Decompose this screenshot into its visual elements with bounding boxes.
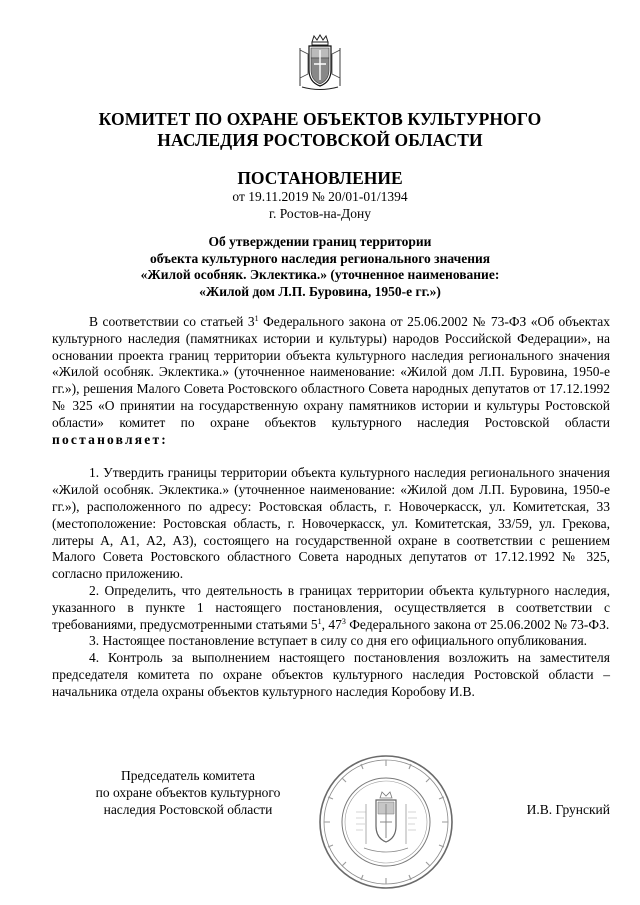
resolves-word: постановляет: — [52, 431, 168, 447]
item-2-superscript-1: 1 — [317, 616, 322, 626]
signatory-title-line-1: Председатель комитета — [121, 768, 255, 783]
committee-name — [60, 109, 580, 151]
preamble-superscript: 1 — [254, 314, 259, 323]
document-body — [52, 314, 610, 701]
item-2-text-1: 2. Определить, что деятельность в границах территории объекта культурного наследия, указанного в пункте 1 настоящего постановления, осуществляется в соответствии с требованиями, предусмотренными статьями 5 — [52, 582, 610, 632]
preamble-text-1: В соответствии со статьей 3 — [89, 314, 255, 329]
preamble-paragraph — [52, 314, 610, 448]
item-3-paragraph: 3. Настоящее постановление вступает в силу со дня его официального опубликования. — [89, 633, 588, 649]
committee-line-1: КОМИТЕТ ПО ОХРАНЕ ОБЪЕКТОВ КУЛЬТУРНОГО — [98, 109, 542, 129]
item-2-text-2: , 47 — [321, 616, 342, 632]
document-subject — [80, 234, 560, 300]
signatory-title-line-2: по охране объектов культурного — [95, 785, 281, 800]
committee-line-2: НАСЛЕДИЯ РОСТОВСКОЙ ОБЛАСТИ — [157, 130, 483, 150]
official-seal-icon — [316, 752, 456, 892]
item-1-paragraph: 1. Утвердить границы территории объекта культурного наследия регионального значения «Жилой особняк. Эклектика.» (уточненное наименование: «Жилой дом Л.П. Буровина, 1950-е гг.»), расположенного по адресу: Ростовская область, г. Новочеркасск, ул. Комитетская, 33 (местоположение: Ростовская область, г. Новочеркасск, ул. Комитетская, 33/59, ул. Грекова, литеры А, А1, А2, А3), состоящего на государственной охране в соответствии с решением Малого Совета Ростовского областного Совета народных депутатов от 17.12.1992 № 325, согласно приложению. — [52, 465, 610, 582]
document-date-number: от 19.11.2019 № 20/01-01/1394 — [232, 189, 408, 204]
coat-of-arms-icon — [296, 34, 344, 92]
subject-line-1: Об утверждении границ территории — [208, 234, 432, 249]
signatory-title — [78, 767, 298, 818]
item-2-text-3: Федерального закона от 25.06.2002 № 73-ФЗ. — [345, 616, 610, 632]
item-2-superscript-2: 3 — [341, 616, 346, 626]
document-type: ПОСТАНОВЛЕНИЕ — [237, 168, 403, 188]
subject-line-4: «Жилой дом Л.П. Буровина, 1950-е гг.») — [199, 283, 441, 299]
item-4-paragraph: 4. Контроль за выполнением настоящего постановления возложить на заместителя председателя комитета по охране объектов культурного наследия Ростовской области – начальника отдела охраны объектов культурного наследия Коробову И.В. — [52, 650, 610, 699]
signatory-title-line-3: наследия Ростовской области — [103, 802, 273, 817]
document-city: г. Ростов-на-Дону — [268, 206, 371, 221]
item-2-paragraph — [52, 583, 610, 633]
signatory-name: И.В. Грунский — [526, 802, 610, 817]
subject-line-2: объекта культурного наследия регионального значения — [149, 250, 491, 266]
document-meta — [60, 188, 580, 222]
preamble-text-2: Федерального закона от 25.06.2002 № 73-ФЗ «Об объектах культурного наследия (памятниках истории и культуры) народов Российской Федерации», на основании проекта границ территории объекта культурного наследия регионального значения «Жилой особняк. Эклектика.» (уточненное наименование: «Жилой дом Л.П. Буровина, 1950-е гг.»), решения Малого Совета Ростовского областного Совета народных депутатов от 17.12.1992 № 325 «О принятии на государственную охрану памятников истории и культуры Ростовской области» комитет по охране объектов культурного наследия Ростовской области — [52, 314, 610, 430]
subject-line-3: «Жилой особняк. Эклектика.» (уточненное наименование: — [140, 267, 500, 282]
